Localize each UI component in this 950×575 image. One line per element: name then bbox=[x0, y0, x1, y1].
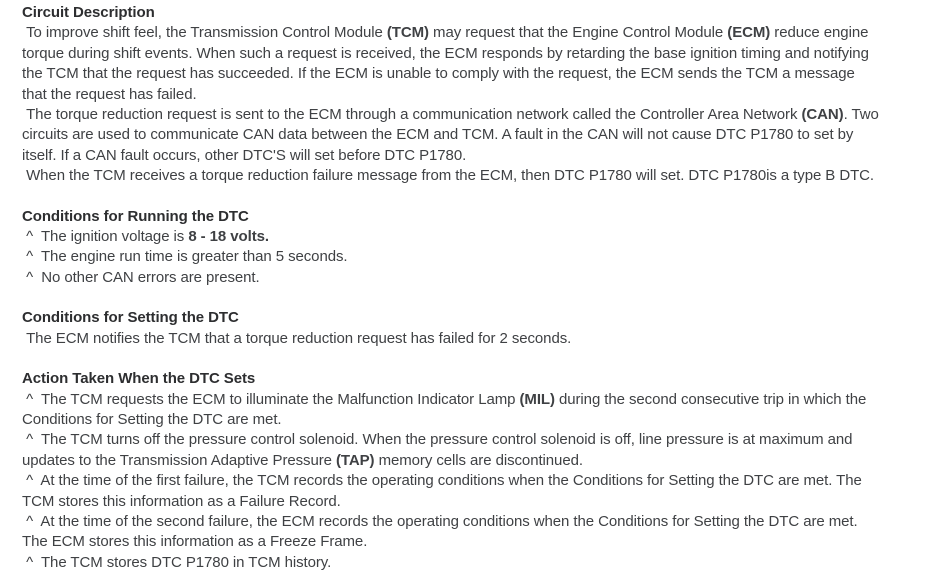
bullet-item bbox=[22, 553, 880, 573]
text-segment: (MIL) bbox=[519, 390, 555, 408]
bullet-marker: ^ bbox=[22, 390, 41, 408]
text-segment: The engine run time is greater than 5 seconds. bbox=[40, 248, 348, 266]
section-heading: Conditions for Running the DTC bbox=[22, 207, 249, 225]
section bbox=[22, 3, 883, 187]
section-heading: Action Taken When the DTC Sets bbox=[22, 370, 256, 388]
bullet-item bbox=[22, 268, 880, 288]
text-segment: 8 - 18 volts. bbox=[188, 228, 269, 246]
text-segment: (CAN) bbox=[801, 106, 844, 124]
text-segment: may request that the Engine Control Module bbox=[428, 24, 728, 42]
text-segment: (ECM) bbox=[727, 24, 771, 42]
bullet-marker: ^ bbox=[22, 268, 42, 286]
section bbox=[22, 207, 880, 289]
text-segment: The ignition voltage is bbox=[40, 228, 189, 246]
paragraph bbox=[22, 105, 883, 166]
bullet-marker: ^ bbox=[22, 472, 41, 490]
text-segment: memory cells are discontinued. bbox=[374, 451, 583, 469]
bullet-item bbox=[22, 512, 880, 553]
text-segment: To improve shift feel, the Transmission Control Module bbox=[22, 24, 387, 42]
text-segment: during the second consecutive trip in which the Conditions for Setting the DTC are met. bbox=[22, 390, 871, 428]
bullet-marker: ^ bbox=[22, 228, 41, 246]
text-segment: No other CAN errors are present. bbox=[41, 268, 260, 286]
bullet-marker: ^ bbox=[22, 512, 41, 530]
bullet-item bbox=[22, 471, 880, 512]
bullet-marker: ^ bbox=[22, 553, 41, 571]
paragraph bbox=[22, 329, 880, 349]
text-segment: The TCM turns off the pressure control solenoid. When the pressure control solenoid is off, line pressure is at maximum and updates to the Transmission Adaptive Pressure bbox=[22, 431, 857, 469]
text-segment: At the time of the second failure, the ECM records the operating conditions when the Conditions for Setting the DTC are met. The ECM stores this information as a Freeze Frame. bbox=[22, 512, 862, 551]
section bbox=[22, 369, 880, 573]
text-segment: The ECM notifies the TCM that a torque reduction request has failed for 2 seconds. bbox=[22, 329, 572, 347]
text-segment: (TCM) bbox=[386, 24, 429, 42]
bullet-item bbox=[22, 390, 880, 431]
paragraph bbox=[22, 23, 880, 105]
bullet-item bbox=[22, 430, 880, 471]
bullet-marker: ^ bbox=[22, 431, 41, 449]
bullet-item bbox=[22, 227, 880, 247]
text-segment: When the TCM receives a torque reduction failure message from the ECM, then DTC P1780 will set. DTC P1780is a type B DTC. bbox=[22, 167, 874, 185]
text-segment: At the time of the first failure, the TCM records the operating conditions when the Conditions for Setting the DTC are met. The TCM stores this information as a Failure Record. bbox=[22, 472, 866, 510]
text-segment: . Two circuits are used to communicate CAN data between the ECM and TCM. A fault in the CAN will not cause DTC P1780 to set by itself. If a CAN fault occurs, other DTC'S will set before DTC P1780. bbox=[22, 106, 883, 164]
bullet-item bbox=[22, 247, 880, 267]
text-segment: reduce engine torque during shift events. When such a request is received, the ECM responds by retarding the base ignition timing and notifying the TCM that the request has succeeded. If the ECM is unable to comply with the request, the ECM sends the TCM a message that the request has failed. bbox=[22, 24, 873, 103]
section-heading: Conditions for Setting the DTC bbox=[22, 309, 239, 327]
bullet-marker: ^ bbox=[22, 248, 41, 266]
paragraph bbox=[22, 166, 880, 186]
text-segment: The torque reduction request is sent to the ECM through a communication network called the Controller Area Network bbox=[22, 106, 802, 124]
text-segment: The TCM requests the ECM to illuminate the Malfunction Indicator Lamp bbox=[40, 390, 520, 408]
text-segment: The TCM stores DTC P1780 in TCM history. bbox=[40, 553, 332, 571]
section-heading: Circuit Description bbox=[22, 4, 155, 21]
text-segment: (TAP) bbox=[336, 451, 375, 469]
section bbox=[22, 308, 880, 349]
